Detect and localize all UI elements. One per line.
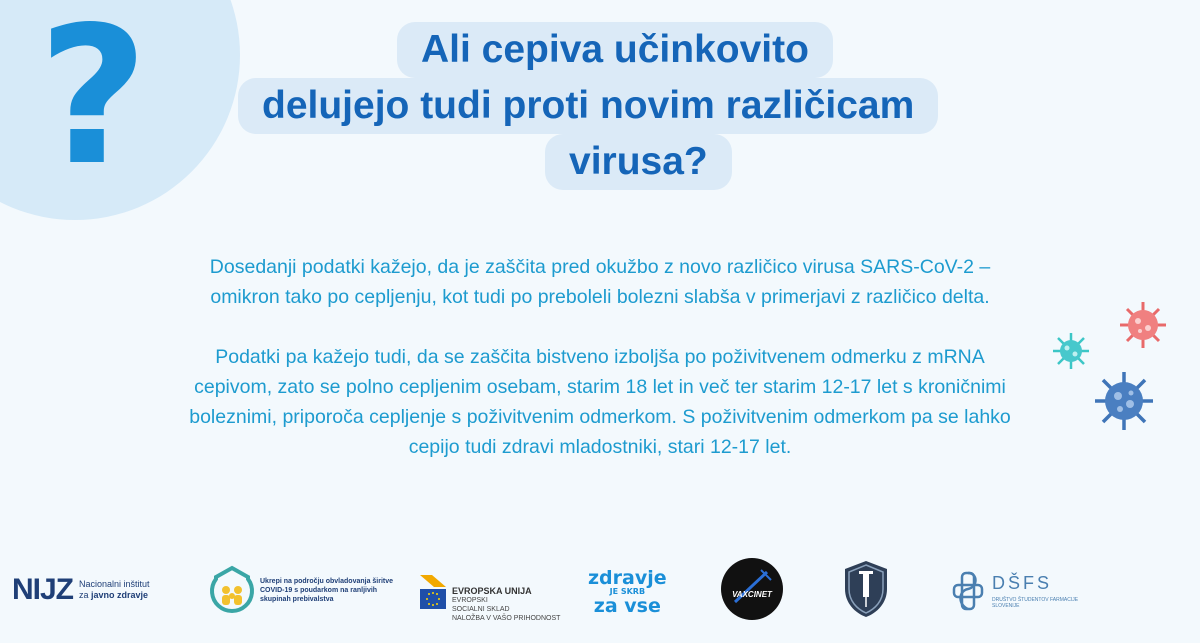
nijz-logo — [12, 573, 150, 643]
body-text — [180, 252, 1020, 492]
zdravje-line3: za vse — [593, 595, 661, 617]
nijz-text-prefix: za — [79, 590, 92, 600]
dsfs-sub: DRUŠTVO ŠTUDENTOV FARMACIJE SLOVENIJE — [992, 597, 1079, 609]
nijz-text-line1: Nacionalni inštitut — [79, 579, 150, 589]
vaxcinet-logo — [721, 558, 783, 620]
zdravje-line2: JE SKRB — [609, 587, 646, 596]
nijz-mark: NIJZ — [12, 573, 74, 606]
syringe-icon — [721, 558, 783, 620]
body-paragraph-2: Podatki pa kažejo tudi, da se zaščita bistveno izboljša po poživitvenem odmerku z mRNA cepivom, zato se polno cepljenim osebam, starim 18 let in več ter starim 12-17 let s kroničnimi boleznimi, priporoča cepljenje s poživitvenim odmerkom. S poživitvenim odmerkom pa se lahko cepijo tudi zdravi mladostniki, stari 12-17 let. — [189, 346, 1011, 458]
covid-project-logo — [208, 565, 394, 635]
eu-line2: EVROPSKI — [452, 597, 488, 604]
nijz-text-bold: javno zdravje — [91, 590, 149, 600]
project-text: Ukrepi na področju obvladovanja širitve COVID-19 s poudarkom na ranljivih skupinah prebivalstva — [260, 578, 394, 603]
nijz-text — [79, 579, 150, 601]
virus-red-icon — [1118, 300, 1168, 350]
virus-teal-icon — [1052, 332, 1090, 370]
title-line-1: Ali cepiva učinkovito — [397, 22, 833, 78]
body-paragraph-1: Dosedanji podatki kažejo, da je zaščita pred okužbo z novo različico virusa SARS-CoV-2 – omikron tako po cepljenju, kot tudi po preboleli bolezni slabša v primerjavi z različico delta. — [209, 256, 991, 308]
dsfs-logo — [948, 569, 1079, 639]
shield-icon — [843, 559, 889, 619]
partner-logos — [0, 555, 1200, 628]
project-family-icon — [208, 565, 256, 615]
dsfs-emblem-icon — [948, 569, 988, 613]
eu-text — [452, 587, 562, 623]
eu-line3: SOCIALNI SKLAD — [452, 606, 510, 613]
zdravje-line1: zdravje — [588, 567, 667, 589]
dsfs-mark: DŠFS — [992, 573, 1053, 593]
title-line-3: virusa? — [545, 134, 732, 190]
vaxcinet-text: VAXCINET — [732, 590, 772, 599]
eu-line4: NALOŽBA V VAŠO PRIHODNOST — [452, 615, 561, 622]
shield-syringe-logo — [843, 559, 889, 629]
eu-flag-icon — [418, 573, 448, 617]
virus-blue-icon — [1093, 370, 1155, 432]
eu-logo — [418, 573, 561, 643]
zdravje-logo — [588, 569, 667, 639]
title-line-2: delujejo tudi proti novim različicam — [238, 78, 938, 134]
eu-line1: EVROPSKA UNIJA — [452, 586, 532, 596]
question-mark-icon: ? — [38, 0, 149, 207]
